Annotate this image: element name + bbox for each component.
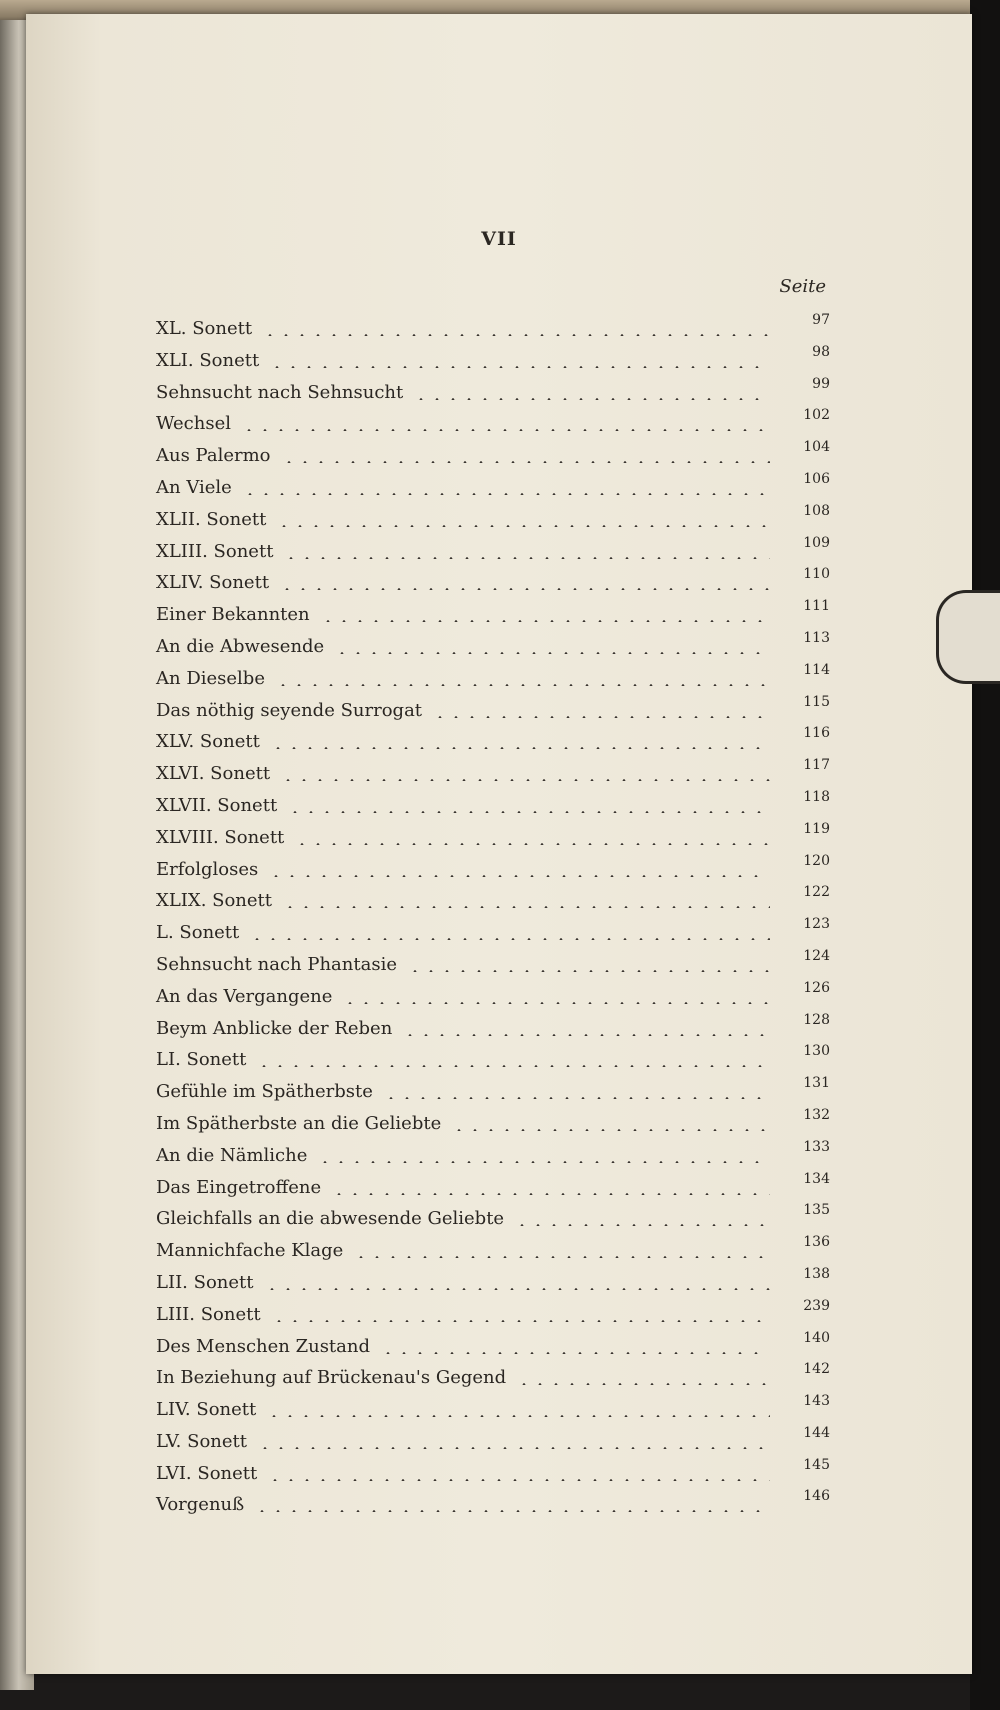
- toc-entry-page: 108: [803, 502, 830, 519]
- toc-entry: [130, 1490, 830, 1522]
- toc-entry-page: 110: [803, 566, 830, 583]
- toc-entry-title: XLVII. Sonett: [156, 794, 278, 816]
- toc-entry-page: 120: [803, 852, 830, 869]
- leader-dots: [276, 525, 770, 527]
- toc-entry-title: XLVI. Sonett: [156, 763, 271, 785]
- leader-dots: [294, 843, 770, 845]
- toc-entry-title: XLI. Sonett: [156, 349, 260, 371]
- leader-dots: [264, 1288, 770, 1290]
- toc-entry-page: 136: [803, 1234, 830, 1251]
- toc-entry: [130, 1204, 830, 1236]
- toc-entry-page: 106: [803, 470, 830, 487]
- leader-dots: [380, 1352, 770, 1354]
- leader-dots: [254, 1510, 770, 1512]
- toc-entry: [130, 693, 830, 728]
- leader-dots: [268, 875, 770, 877]
- toc-entry-page: 126: [803, 979, 830, 996]
- leader-dots: [249, 938, 770, 940]
- right-shadow: [970, 0, 1000, 1710]
- leader-dots: [279, 588, 770, 590]
- toc-entry-page: 104: [803, 439, 830, 456]
- toc-entry: [130, 629, 830, 664]
- toc-entry-page: 134: [803, 1170, 830, 1187]
- toc-entry-title: In Beziehung auf Brückenau's Gegend: [156, 1367, 507, 1389]
- toc-entry-page: 132: [803, 1106, 830, 1123]
- toc-entry-title: Gleichfalls an die abwesende Geliebte: [156, 1208, 505, 1230]
- toc-entry: [130, 1329, 830, 1364]
- toc-entry-title: LII. Sonett: [156, 1271, 254, 1293]
- leader-dots: [407, 970, 770, 972]
- toc-entry-title: Mannichfache Klage: [156, 1240, 344, 1262]
- leader-dots: [256, 1065, 770, 1067]
- toc-entry: [130, 1297, 830, 1332]
- toc-entry: [130, 1424, 830, 1459]
- toc-entry-title: Wechsel: [156, 413, 232, 435]
- toc-entry-page: 144: [803, 1424, 830, 1441]
- leader-dots: [334, 652, 770, 654]
- leader-dots: [275, 684, 770, 686]
- toc-entry-title: Gefühle im Spätherbste: [156, 1081, 373, 1103]
- toc-entry-page: 117: [803, 757, 830, 774]
- toc-entry: [130, 470, 830, 505]
- leader-dots: [342, 1002, 770, 1004]
- leader-dots: [432, 716, 770, 718]
- leader-dots: [516, 1383, 770, 1385]
- toc-entry: [130, 1138, 830, 1173]
- toc-entry-page: 146: [803, 1488, 830, 1505]
- leader-dots: [287, 811, 770, 813]
- leader-dots: [283, 557, 770, 559]
- toc-entry: [130, 1170, 830, 1205]
- toc-entry: [130, 1363, 830, 1395]
- toc-entry-title: Vorgenuß: [156, 1494, 245, 1516]
- leader-dots: [413, 398, 770, 400]
- toc-entry-title: XL. Sonett: [156, 318, 253, 339]
- leader-dots: [402, 1034, 770, 1036]
- toc-entry-page: 133: [803, 1138, 830, 1155]
- toc-entry-title: An die Nämliche: [156, 1144, 308, 1166]
- toc-entry-title: LI. Sonett: [156, 1049, 247, 1071]
- toc-entry-title: Das Eingetroffene: [156, 1176, 322, 1198]
- toc-entry: [130, 1011, 830, 1046]
- toc-entry-page: 128: [803, 1011, 830, 1028]
- toc-entry-page: 114: [803, 661, 830, 678]
- toc-entry-title: An Viele: [156, 476, 232, 498]
- toc-entry-page: 102: [803, 407, 830, 424]
- toc-entry-page: 138: [803, 1265, 830, 1282]
- toc-entry-title: Aus Palermo: [156, 445, 271, 467]
- toc-entry-title: Sehnsucht nach Sehnsucht: [156, 381, 404, 403]
- toc-entry-title: XLIV. Sonett: [156, 572, 270, 594]
- toc-entry: [130, 343, 830, 378]
- toc-entry-title: LIV. Sonett: [156, 1399, 257, 1421]
- toc-entry-title: LIII. Sonett: [156, 1303, 261, 1325]
- leader-dots: [331, 1193, 770, 1195]
- toc-entry: [130, 1456, 830, 1491]
- toc-entry: [130, 600, 830, 632]
- toc-entry-page: 124: [803, 947, 830, 964]
- toc-entry-page: 118: [803, 788, 830, 805]
- toc-entry-title: An die Abwesende: [156, 635, 325, 657]
- toc-entry-page: 109: [803, 534, 830, 551]
- toc-entry-page: 119: [803, 820, 830, 837]
- toc-entry-title: XLIX. Sonett: [156, 890, 273, 912]
- leader-dots: [451, 1129, 770, 1131]
- toc-entry: [130, 1077, 830, 1109]
- toc-entry: [130, 1265, 830, 1300]
- toc-entry-title: Des Menschen Zustand: [156, 1335, 371, 1357]
- leader-dots: [242, 493, 770, 495]
- toc-entry-title: An Dieselbe: [156, 667, 265, 689]
- leader-dots: [269, 366, 770, 368]
- toc-entry-page: 135: [803, 1202, 830, 1219]
- toc-entry-title: Sehnsucht nach Phantasie: [156, 953, 397, 975]
- leader-dots: [317, 1161, 770, 1163]
- toc-entry-title: Erfolgloses: [156, 858, 259, 880]
- toc-entry: [130, 820, 830, 855]
- toc-entry-page: 143: [803, 1393, 830, 1410]
- toc-entry-title: XLV. Sonett: [156, 731, 260, 753]
- leader-dots: [282, 906, 770, 908]
- toc-entry-title: L. Sonett: [156, 922, 240, 944]
- toc-entry: [130, 375, 830, 410]
- leader-dots: [262, 334, 770, 336]
- toc-entry: [130, 979, 830, 1014]
- toc-entry: [130, 788, 830, 823]
- book-page: [26, 14, 972, 1674]
- toc-entry-title: XLVIII. Sonett: [156, 826, 285, 848]
- toc-entry: [130, 409, 830, 441]
- toc-entry-title: Beym Anblicke der Reben: [156, 1017, 393, 1039]
- toc-entry: [130, 314, 830, 346]
- leader-dots: [267, 1479, 770, 1481]
- toc-entry: [130, 759, 830, 791]
- toc-entry-page: 123: [803, 916, 830, 933]
- toc-entry-page: 116: [803, 725, 830, 742]
- toc-entry-page: 99: [812, 375, 830, 392]
- toc-entry-title: XLIII. Sonett: [156, 540, 274, 562]
- toc-entry: [130, 1106, 830, 1141]
- page-number: VII: [481, 228, 517, 250]
- toc-entry-page: 97: [812, 312, 830, 328]
- leader-dots: [271, 1320, 770, 1322]
- toc-entry-page: 145: [803, 1456, 830, 1473]
- toc-entry-title: Einer Bekannten: [156, 604, 310, 626]
- toc-entry-page: 130: [803, 1043, 830, 1060]
- toc-entry: [130, 568, 830, 600]
- toc-entry: [130, 661, 830, 696]
- toc-entry-page: 122: [803, 884, 830, 901]
- toc-entry: [130, 1045, 830, 1077]
- toc-entry-page: 111: [803, 598, 830, 615]
- toc-entry: [130, 918, 830, 950]
- page-tab-clip: [936, 590, 1000, 684]
- toc-entry-title: Das nöthig seyende Surrogat: [156, 699, 423, 721]
- leader-dots: [241, 429, 770, 431]
- toc-entry-page: 115: [803, 693, 830, 710]
- leader-dots: [270, 747, 770, 749]
- toc-entry-page: 131: [803, 1075, 830, 1092]
- toc-entry-title: XLII. Sonett: [156, 508, 267, 530]
- leader-dots: [383, 1097, 770, 1099]
- leader-dots: [257, 1447, 770, 1449]
- toc-entry-page: 142: [803, 1361, 830, 1378]
- toc-entry-title: An das Vergangene: [156, 985, 333, 1007]
- toc-entry: [130, 886, 830, 918]
- toc-entry: [130, 852, 830, 887]
- toc-entry-title: Im Spätherbste an die Geliebte: [156, 1112, 442, 1134]
- page-column-header: Seite: [779, 276, 826, 297]
- toc-entry: [130, 502, 830, 537]
- toc-entry-page: 239: [803, 1297, 830, 1314]
- table-of-contents: [130, 314, 830, 1522]
- toc-entry: [130, 1395, 830, 1427]
- toc-entry: [130, 947, 830, 982]
- leader-dots: [280, 779, 770, 781]
- toc-entry: [130, 1236, 830, 1268]
- toc-entry-page: 98: [812, 343, 830, 360]
- toc-entry-title: LVI. Sonett: [156, 1462, 258, 1484]
- toc-entry: [130, 727, 830, 759]
- toc-entry: [130, 441, 830, 473]
- toc-entry-page: 113: [803, 629, 830, 646]
- leader-dots: [353, 1256, 770, 1258]
- leader-dots: [281, 461, 770, 463]
- toc-entry: [130, 534, 830, 569]
- leader-dots: [514, 1224, 770, 1226]
- toc-entry-title: LV. Sonett: [156, 1430, 247, 1452]
- leader-dots: [320, 620, 770, 622]
- toc-entry-page: 140: [803, 1329, 830, 1346]
- leader-dots: [266, 1415, 770, 1417]
